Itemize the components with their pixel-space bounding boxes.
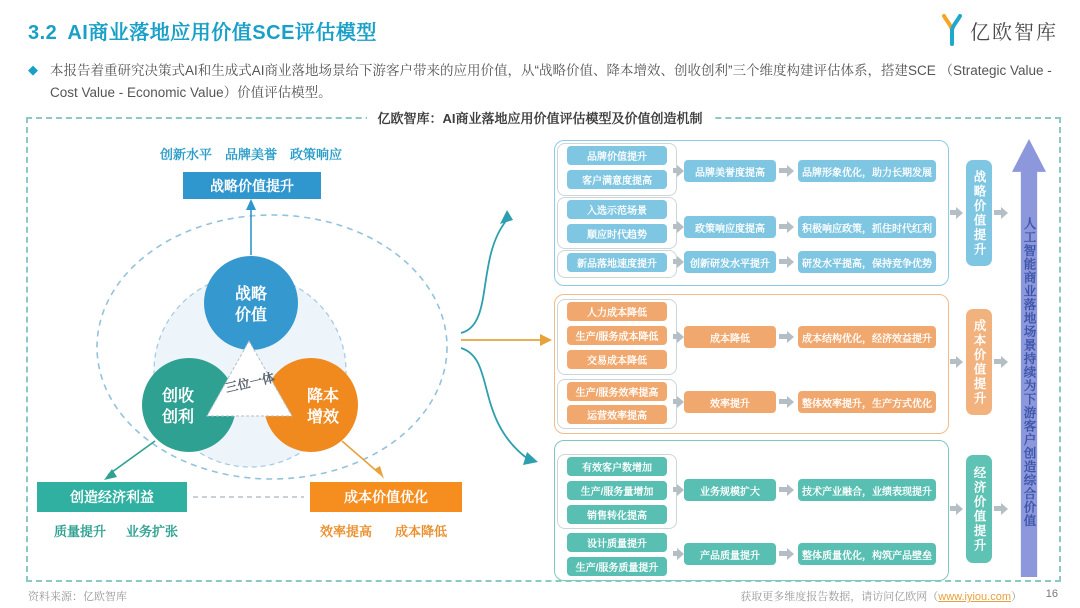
figure-title <box>0 108 1080 128</box>
economic-arrow-line <box>108 441 155 475</box>
mid-box: 效率提升 <box>684 391 776 413</box>
footer-note-suffix: ） <box>1011 591 1022 603</box>
economic-benefit-box-label: 创造经济利益 <box>70 489 154 505</box>
cost-group <box>554 294 949 434</box>
fan-arrow-down <box>461 348 528 459</box>
page-title <box>28 16 377 45</box>
input-box: 生产/服务成本降低 <box>567 326 667 345</box>
input-box: 生产/服务质量提升 <box>567 557 667 576</box>
footer-note <box>740 588 1022 604</box>
arrow-right-icon <box>779 399 787 404</box>
arrow-right-icon <box>673 399 677 404</box>
arrow-right-icon <box>779 487 787 492</box>
arrow-right-icon <box>950 506 956 511</box>
input-box: 生产/服务效率提高 <box>567 382 667 401</box>
outcome-box: 整体质量优化，构筑产品壁垒 <box>798 543 936 565</box>
arrow-right-icon <box>673 259 677 264</box>
arrow-right-icon <box>673 224 677 229</box>
footer-note-prefix: 获取更多维度报告数据，请访问亿欧网（ <box>740 591 939 603</box>
section-number: 3.2 <box>28 22 58 44</box>
arrow-right-icon <box>779 224 787 229</box>
arrow-right-icon <box>994 506 1001 511</box>
arrow-right-icon <box>673 487 677 492</box>
input-box: 运营效率提高 <box>567 405 667 424</box>
footer-source: 资料来源：亿欧智库 <box>28 591 127 603</box>
yiou-logo-icon <box>939 13 965 47</box>
strategic-value-pill-label: 战略价值提升 <box>972 169 986 257</box>
outcome-box: 研发水平提高，保持竞争优势 <box>798 251 936 273</box>
figure-title-text: 亿欧智库：AI商业落地应用价值评估模型及价值创造机制 <box>367 111 712 126</box>
logo <box>939 13 1058 47</box>
sce-model-diagram <box>28 119 558 579</box>
cost-value-pill-label: 成本价值提升 <box>972 318 986 406</box>
fan-arrow-up <box>461 221 506 333</box>
fan-arrow-down-head-icon <box>523 452 538 465</box>
input-box: 品牌价值提升 <box>567 146 667 165</box>
up-arrow-head-icon <box>246 199 256 210</box>
diamond-bullet-icon: ◆ <box>28 62 38 77</box>
outcome-box: 积极响应政策，抓住时代红利 <box>798 216 936 238</box>
input-box: 销售转化提高 <box>567 505 667 524</box>
cost-keyword-2: 成本降低 <box>394 524 448 539</box>
trinity-label: 三位一体 <box>224 370 276 396</box>
strategy-keywords: 创新水平 品牌美誉 政策响应 <box>159 147 343 162</box>
arrow-right-icon <box>673 168 677 173</box>
page-number: 16 <box>1045 588 1058 600</box>
revenue-circle-label-2: 创利 <box>161 409 195 426</box>
arrow-right-icon <box>779 334 787 339</box>
input-box: 入选示范场景 <box>567 200 667 219</box>
intro-paragraph <box>28 60 1052 105</box>
outcome-box: 品牌形象优化，助力长期发展 <box>798 160 936 182</box>
input-box: 新品落地速度提升 <box>567 253 667 272</box>
cost-circle-label-2: 增效 <box>306 409 340 426</box>
logo-text: 亿欧智库 <box>970 21 1058 44</box>
mid-box: 业务规模扩大 <box>684 479 776 501</box>
intro-text: 本报告着重研究决策式AI和生成式AI商业落地场景给下游客户带来的应用价值，从“战略价值、降本增效、创收创利”三个维度构建评估体系，搭建SCE （Strategic Value - Cost Value - Economic Value）价值评估模型。 <box>50 63 1052 101</box>
economic-group <box>554 440 949 581</box>
mid-box: 政策响应度提高 <box>684 216 776 238</box>
arrow-right-icon <box>950 359 956 364</box>
economic-keyword-1: 质量提升 <box>53 524 107 539</box>
input-box: 顺应时代趋势 <box>567 224 667 243</box>
cost-arrow-head-icon <box>375 466 384 479</box>
arrow-right-icon <box>673 551 677 556</box>
strategic-group <box>554 140 949 286</box>
arrow-right-icon <box>994 359 1001 364</box>
arrow-right-icon <box>994 210 1001 215</box>
cost-keyword-1: 效率提高 <box>319 524 373 539</box>
input-box: 交易成本降低 <box>567 350 667 369</box>
outcome-box: 技术产业融合，业绩表现提升 <box>798 479 936 501</box>
arrow-right-icon <box>673 334 677 339</box>
revenue-circle-label-1: 创收 <box>161 388 195 405</box>
input-box: 人力成本降低 <box>567 302 667 321</box>
arrow-right-icon <box>779 551 787 556</box>
outcome-box: 整体效率提升，生产方式优化 <box>798 391 936 413</box>
mid-box: 成本降低 <box>684 326 776 348</box>
footer-link[interactable]: www.iyiou.com <box>938 591 1011 603</box>
mid-box: 品牌美誉度提高 <box>684 160 776 182</box>
economic-keyword-2: 业务扩张 <box>125 524 179 539</box>
cost-optimize-box-label: 成本价值优化 <box>344 489 428 505</box>
input-box: 设计质量提升 <box>567 533 667 552</box>
cost-circle-label-1: 降本 <box>306 388 340 405</box>
fan-arrow-up-head-icon <box>500 210 513 224</box>
strategy-circle-label-1: 战略 <box>234 286 268 303</box>
input-box: 生产/服务量增加 <box>567 481 667 500</box>
arrow-right-icon <box>950 210 956 215</box>
comprehensive-value-arrow-text <box>1012 171 1046 573</box>
cost-arrow-line <box>342 441 380 474</box>
economic-value-pill-label: 经济价值提升 <box>972 465 986 553</box>
input-box: 客户满意度提高 <box>567 170 667 189</box>
figure-frame <box>26 117 1061 582</box>
section-title: AI商业落地应用价值SCE评估模型 <box>67 22 377 44</box>
mid-box: 产品质量提升 <box>684 543 776 565</box>
economic-value-pill <box>966 455 992 563</box>
fan-arrow-mid-head-icon <box>540 334 552 346</box>
input-box: 有效客户数增加 <box>567 457 667 476</box>
mid-box: 创新研发水平提升 <box>684 251 776 273</box>
strategy-value-box-label: 战略价值提升 <box>210 178 294 194</box>
cost-value-pill <box>966 309 992 415</box>
outcome-box: 成本结构优化，经济效益提升 <box>798 326 936 348</box>
strategic-value-pill <box>966 160 992 266</box>
comprehensive-value-label: 人工智能商业落地场景持续为下游客户创造综合价值 <box>1022 216 1036 528</box>
arrow-right-icon <box>779 259 787 264</box>
strategy-circle <box>204 256 298 350</box>
arrow-right-icon <box>779 168 787 173</box>
strategy-circle-label-2: 价值 <box>234 307 268 324</box>
